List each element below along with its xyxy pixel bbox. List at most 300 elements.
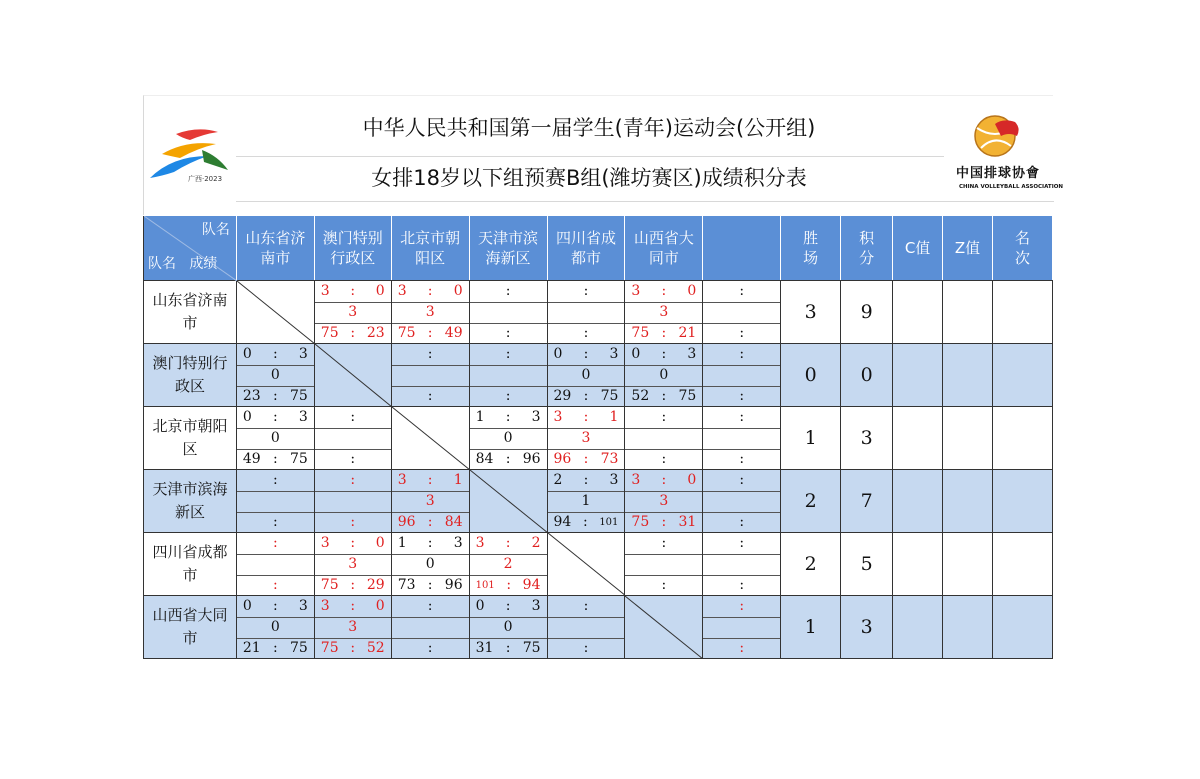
corner-row-label: 队名: [148, 256, 176, 272]
set-score-part: :: [739, 409, 745, 425]
rally-score-part: :: [350, 640, 356, 656]
rally-score-part: 75: [320, 577, 339, 593]
wins-cell: 2: [781, 470, 841, 533]
rally-score-part: 75: [320, 640, 339, 656]
rally-score-part: :: [661, 577, 667, 593]
rally-score-part: :: [272, 451, 278, 467]
set-score-part: 3: [609, 346, 619, 362]
set-score-part: 1: [397, 535, 407, 551]
rally-score-part: :: [427, 577, 433, 593]
rally-score: [625, 512, 702, 533]
match-result-cell: [314, 407, 391, 470]
set-score: [625, 344, 702, 366]
rally-score-part: 94: [553, 514, 572, 530]
set-score: [315, 596, 391, 618]
rally-score: [237, 575, 314, 596]
z-value-cell: [943, 344, 993, 407]
rally-score-part: :: [350, 514, 356, 530]
rally-score-part: :: [661, 388, 667, 404]
rally-score: [237, 386, 314, 407]
row-team-name-line: 澳门特别行: [152, 354, 228, 372]
table-row: [144, 470, 1053, 533]
rally-score-part: :: [272, 640, 278, 656]
col-header-line: 同市: [648, 249, 679, 267]
match-result-cell: [703, 344, 781, 407]
set-score: [392, 344, 469, 366]
match-points: 3: [392, 302, 469, 324]
match-result-cell: [547, 470, 625, 533]
set-score: [470, 281, 547, 303]
rally-score-part: 49: [444, 325, 463, 341]
match-result-cell: [391, 281, 469, 344]
set-score-part: :: [739, 346, 745, 362]
table-row: [144, 407, 1053, 470]
set-score-part: 0: [553, 346, 563, 362]
set-score-part: 3: [320, 283, 330, 299]
set-score: [548, 281, 625, 303]
col-header-c-value: C值: [893, 216, 943, 281]
match-points: [470, 365, 547, 387]
rally-score: [392, 512, 469, 533]
match-result-cell: [469, 281, 547, 344]
match-points: [237, 554, 314, 576]
wins-cell: 0: [781, 344, 841, 407]
rally-score: [470, 575, 547, 596]
set-score-part: :: [661, 283, 667, 299]
points-cell: 3: [841, 407, 893, 470]
points-cell: 3: [841, 596, 893, 659]
set-score: [237, 407, 314, 429]
rally-score: [548, 449, 625, 470]
row-team-name-line: 市: [182, 629, 198, 647]
set-score: [703, 470, 780, 492]
rally-score-part: :: [739, 640, 745, 656]
match-result-cell: [236, 407, 314, 470]
set-score: [315, 407, 391, 429]
set-score: [703, 533, 780, 555]
col-header-wins: [781, 216, 841, 281]
col-header-line: 积: [859, 229, 875, 247]
set-score-part: 3: [631, 472, 641, 488]
self-match-cell: [469, 470, 547, 533]
rally-score-part: 75: [320, 325, 339, 341]
rally-score-part: :: [350, 451, 356, 467]
match-points: 3: [548, 428, 625, 450]
match-result-cell: [469, 407, 547, 470]
set-score-part: :: [739, 472, 745, 488]
rally-score-part: 96: [397, 514, 416, 530]
rally-score: [703, 386, 780, 407]
match-points: 0: [470, 617, 547, 639]
set-score: [625, 470, 702, 492]
rally-score: [237, 449, 314, 470]
c-value-cell: [893, 344, 943, 407]
points-cell: 7: [841, 470, 893, 533]
set-score: [237, 344, 314, 366]
title-divider: [236, 156, 944, 157]
match-result-cell: [314, 470, 391, 533]
set-score-part: 3: [609, 472, 619, 488]
match-points: 3: [315, 302, 391, 324]
set-score-part: 3: [397, 472, 407, 488]
match-result-cell: [625, 533, 703, 596]
col-header-blank: [703, 216, 781, 281]
rank-cell: [992, 533, 1052, 596]
match-points: [703, 302, 780, 324]
rally-score: [625, 323, 702, 344]
match-points: [548, 302, 625, 324]
set-score-part: :: [272, 346, 278, 362]
set-score: [237, 533, 314, 555]
match-result-cell: [236, 470, 314, 533]
col-header-line: 场: [803, 249, 819, 267]
match-points: [703, 428, 780, 450]
col-header-team: [236, 216, 314, 281]
c-value-cell: [893, 533, 943, 596]
match-points: 0: [625, 365, 702, 387]
diagonal-slash: [392, 407, 470, 470]
match-points: 3: [392, 491, 469, 513]
match-result-cell: [391, 596, 469, 659]
set-score-part: 0: [242, 598, 252, 614]
rally-score-part: 94: [522, 577, 541, 593]
row-team-name-line: 区: [182, 440, 198, 458]
volleyball-federation-logo-icon: [959, 114, 1054, 204]
set-score-part: 0: [375, 598, 385, 614]
rally-score-part: 75: [600, 388, 619, 404]
row-team-name-line: 市: [182, 314, 198, 332]
rally-score: [392, 575, 469, 596]
match-points: [392, 365, 469, 387]
rally-score-part: :: [583, 640, 589, 656]
match-points: [548, 617, 625, 639]
match-points: 3: [625, 491, 702, 513]
rally-score-part: 101: [599, 517, 619, 528]
match-result-cell: [314, 533, 391, 596]
rally-score-part: :: [506, 577, 512, 593]
z-value-cell: [943, 281, 993, 344]
corner-cell: [144, 216, 237, 281]
set-score: [703, 407, 780, 429]
col-header-team: [547, 216, 625, 281]
rally-score-part: :: [661, 514, 667, 530]
rally-score-part: 73: [600, 451, 619, 467]
rally-score-part: 96: [553, 451, 572, 467]
rally-score: [703, 323, 780, 344]
rally-score-part: :: [739, 325, 745, 341]
set-score-part: 3: [687, 346, 697, 362]
col-header-line: 都市: [570, 249, 601, 267]
rally-score: [315, 449, 391, 470]
set-score-part: :: [272, 598, 278, 614]
rally-score: [315, 638, 391, 659]
rally-score-part: 75: [397, 325, 416, 341]
set-score-part: 3: [475, 535, 485, 551]
col-header-line: 分: [859, 249, 875, 267]
col-header-line: 胜: [803, 229, 819, 247]
diagonal-slash: [548, 533, 626, 596]
set-score-part: 0: [375, 535, 385, 551]
match-result-cell: [236, 344, 314, 407]
set-score-part: :: [272, 472, 278, 488]
set-score-part: :: [739, 535, 745, 551]
match-result-cell: [625, 281, 703, 344]
set-score: [703, 344, 780, 366]
rally-score-part: 29: [553, 388, 572, 404]
corner-result-label: 成绩: [189, 256, 218, 272]
col-header-line: 阳区: [415, 249, 446, 267]
set-score-part: 3: [298, 598, 308, 614]
set-score-part: 3: [298, 346, 308, 362]
table-row: [144, 596, 1053, 659]
set-score-part: 1: [475, 409, 485, 425]
match-points: [625, 554, 702, 576]
col-header-line: 山西省大: [633, 229, 694, 247]
row-team-name-line: 政区: [174, 377, 205, 395]
rally-score: [392, 638, 469, 659]
set-score-part: 3: [631, 283, 641, 299]
rally-score-part: :: [427, 388, 433, 404]
match-result-cell: [547, 281, 625, 344]
match-result-cell: [547, 344, 625, 407]
set-score-part: 3: [531, 598, 541, 614]
rally-score-part: :: [739, 577, 745, 593]
page-title: 中华人民共和国第一届学生(青年)运动会(公开组): [362, 116, 816, 140]
col-header-team: [625, 216, 703, 281]
rally-score-part: 75: [289, 451, 308, 467]
rally-score: [625, 575, 702, 596]
set-score-part: 3: [298, 409, 308, 425]
rally-score-part: 29: [366, 577, 385, 593]
set-score: [392, 281, 469, 303]
match-result-cell: [625, 470, 703, 533]
set-score: [548, 470, 625, 492]
set-score-part: :: [661, 535, 667, 551]
z-value-cell: [943, 596, 993, 659]
rally-score-part: :: [350, 577, 356, 593]
rally-score-part: :: [505, 451, 511, 467]
rally-score-part: 84: [444, 514, 463, 530]
set-score-part: :: [350, 472, 356, 488]
rally-score: [703, 575, 780, 596]
rally-score: [548, 386, 625, 407]
rally-score-part: :: [272, 577, 278, 593]
set-score: [625, 407, 702, 429]
set-score-part: :: [505, 346, 511, 362]
wins-cell: 1: [781, 596, 841, 659]
col-header-team: [391, 216, 469, 281]
set-score-part: :: [583, 283, 589, 299]
set-score-part: :: [583, 472, 589, 488]
rally-score-part: 75: [631, 325, 650, 341]
match-points: [237, 491, 314, 513]
set-score: [703, 281, 780, 303]
set-score-part: :: [583, 346, 589, 362]
row-team-name-line: 市: [182, 566, 198, 584]
match-result-cell: [391, 470, 469, 533]
col-header-line: 北京市朝: [400, 229, 461, 247]
set-score-part: :: [505, 598, 511, 614]
set-score-part: 0: [242, 409, 252, 425]
match-result-cell: [469, 533, 547, 596]
match-points: [392, 617, 469, 639]
self-match-cell: [625, 596, 703, 659]
table-row: [144, 533, 1053, 596]
match-result-cell: [547, 407, 625, 470]
rally-score: [315, 512, 391, 533]
diagonal-slash: [625, 596, 703, 659]
rally-score: [315, 575, 391, 596]
rally-score-part: :: [661, 325, 667, 341]
col-header-rank: [992, 216, 1052, 281]
col-header-points: [841, 216, 893, 281]
match-points: [703, 554, 780, 576]
c-value-cell: [893, 596, 943, 659]
set-score: [625, 281, 702, 303]
set-score: [548, 407, 625, 429]
set-score-part: :: [350, 409, 356, 425]
set-score-part: :: [505, 409, 511, 425]
rally-score-part: 96: [522, 451, 541, 467]
self-match-cell: [547, 533, 625, 596]
set-score: [315, 470, 391, 492]
match-result-cell: [314, 281, 391, 344]
row-team-name-line: 新区: [174, 503, 205, 521]
rank-cell: [992, 281, 1052, 344]
row-team-name-line: 山东省济南: [152, 291, 228, 309]
set-score-part: :: [505, 283, 511, 299]
rally-score-part: :: [739, 514, 745, 530]
points-cell: 9: [841, 281, 893, 344]
c-value-cell: [893, 281, 943, 344]
rally-score-part: :: [739, 451, 745, 467]
rally-score: [392, 323, 469, 344]
set-score-part: 3: [397, 283, 407, 299]
rally-score-part: 31: [678, 514, 697, 530]
rally-score-part: 96: [444, 577, 463, 593]
z-value-cell: [943, 407, 993, 470]
set-score-part: :: [661, 346, 667, 362]
match-result-cell: [236, 533, 314, 596]
set-score: [625, 533, 702, 555]
match-points: 0: [237, 365, 314, 387]
set-score: [392, 470, 469, 492]
table-row: [144, 344, 1053, 407]
rally-score-part: 73: [397, 577, 416, 593]
rally-score-part: :: [583, 451, 589, 467]
rally-score: [703, 638, 780, 659]
table-header-row: [144, 216, 1053, 281]
set-score: [548, 596, 625, 618]
match-points: [703, 491, 780, 513]
rally-score-part: 21: [678, 325, 697, 341]
rally-score-part: :: [272, 514, 278, 530]
diagonal-slash: [315, 344, 392, 407]
match-result-cell: [625, 407, 703, 470]
match-points: 0: [548, 365, 625, 387]
set-score: [315, 281, 391, 303]
rally-score: [470, 638, 547, 659]
rally-score: [703, 449, 780, 470]
set-score-part: 0: [453, 283, 463, 299]
set-score-part: :: [583, 598, 589, 614]
wins-cell: 1: [781, 407, 841, 470]
set-score-part: :: [427, 535, 433, 551]
rank-cell: [992, 470, 1052, 533]
federation-name-en: CHINA VOLLEYBALL ASSOCIATION: [959, 184, 1064, 190]
rally-score-part: :: [427, 325, 433, 341]
score-sheet: [143, 95, 1064, 658]
z-value-cell: [943, 470, 993, 533]
row-team-name: [144, 533, 237, 596]
rally-score: [470, 386, 547, 407]
page-subtitle: 女排18岁以下组预赛B组(潍坊赛区)成绩积分表: [371, 166, 807, 190]
col-header-line: 澳门特别: [322, 229, 383, 247]
col-header-line: 次: [1014, 249, 1030, 267]
set-score: [315, 533, 391, 555]
match-points: 3: [315, 554, 391, 576]
rally-score-part: :: [583, 325, 589, 341]
set-score-part: :: [272, 409, 278, 425]
match-result-cell: [236, 596, 314, 659]
corner-team-label: 队名: [201, 222, 230, 238]
set-score-part: 1: [453, 472, 463, 488]
rank-cell: [992, 344, 1052, 407]
match-points: 0: [392, 554, 469, 576]
row-team-name: [144, 344, 237, 407]
set-score-part: 3: [553, 409, 563, 425]
rally-score-part: :: [583, 388, 589, 404]
rally-score-part: 75: [678, 388, 697, 404]
set-score-part: 2: [553, 472, 563, 488]
rally-score-part: :: [505, 388, 511, 404]
match-result-cell: [391, 344, 469, 407]
set-score-part: 0: [375, 283, 385, 299]
c-value-cell: [893, 470, 943, 533]
row-team-name-line: 北京市朝阳: [152, 417, 228, 435]
set-score-part: :: [272, 535, 278, 551]
match-result-cell: [314, 596, 391, 659]
rally-score-part: 75: [522, 640, 541, 656]
points-cell: 5: [841, 533, 893, 596]
set-score-part: 0: [242, 346, 252, 362]
col-header-team: [469, 216, 547, 281]
col-header-line: 南市: [260, 249, 291, 267]
rally-score-part: 52: [366, 640, 385, 656]
col-header-team: [314, 216, 391, 281]
rally-score-part: :: [272, 388, 278, 404]
rally-score-part: 84: [475, 451, 494, 467]
set-score-part: :: [739, 598, 745, 614]
set-score-part: :: [661, 409, 667, 425]
title-divider: [236, 201, 1054, 202]
match-points: 0: [237, 617, 314, 639]
self-match-cell: [314, 344, 391, 407]
set-score-part: :: [661, 472, 667, 488]
rally-score: [625, 449, 702, 470]
set-score-part: 0: [475, 598, 485, 614]
match-points: 0: [237, 428, 314, 450]
sheet-header: [143, 95, 1064, 215]
rally-score-part: 52: [631, 388, 650, 404]
row-team-name: [144, 407, 237, 470]
set-score-part: :: [739, 283, 745, 299]
row-team-name-line: 山西省大同: [152, 606, 228, 624]
match-result-cell: [469, 344, 547, 407]
rally-score-part: 101: [475, 580, 495, 591]
match-points: [703, 365, 780, 387]
z-value-cell: [943, 533, 993, 596]
